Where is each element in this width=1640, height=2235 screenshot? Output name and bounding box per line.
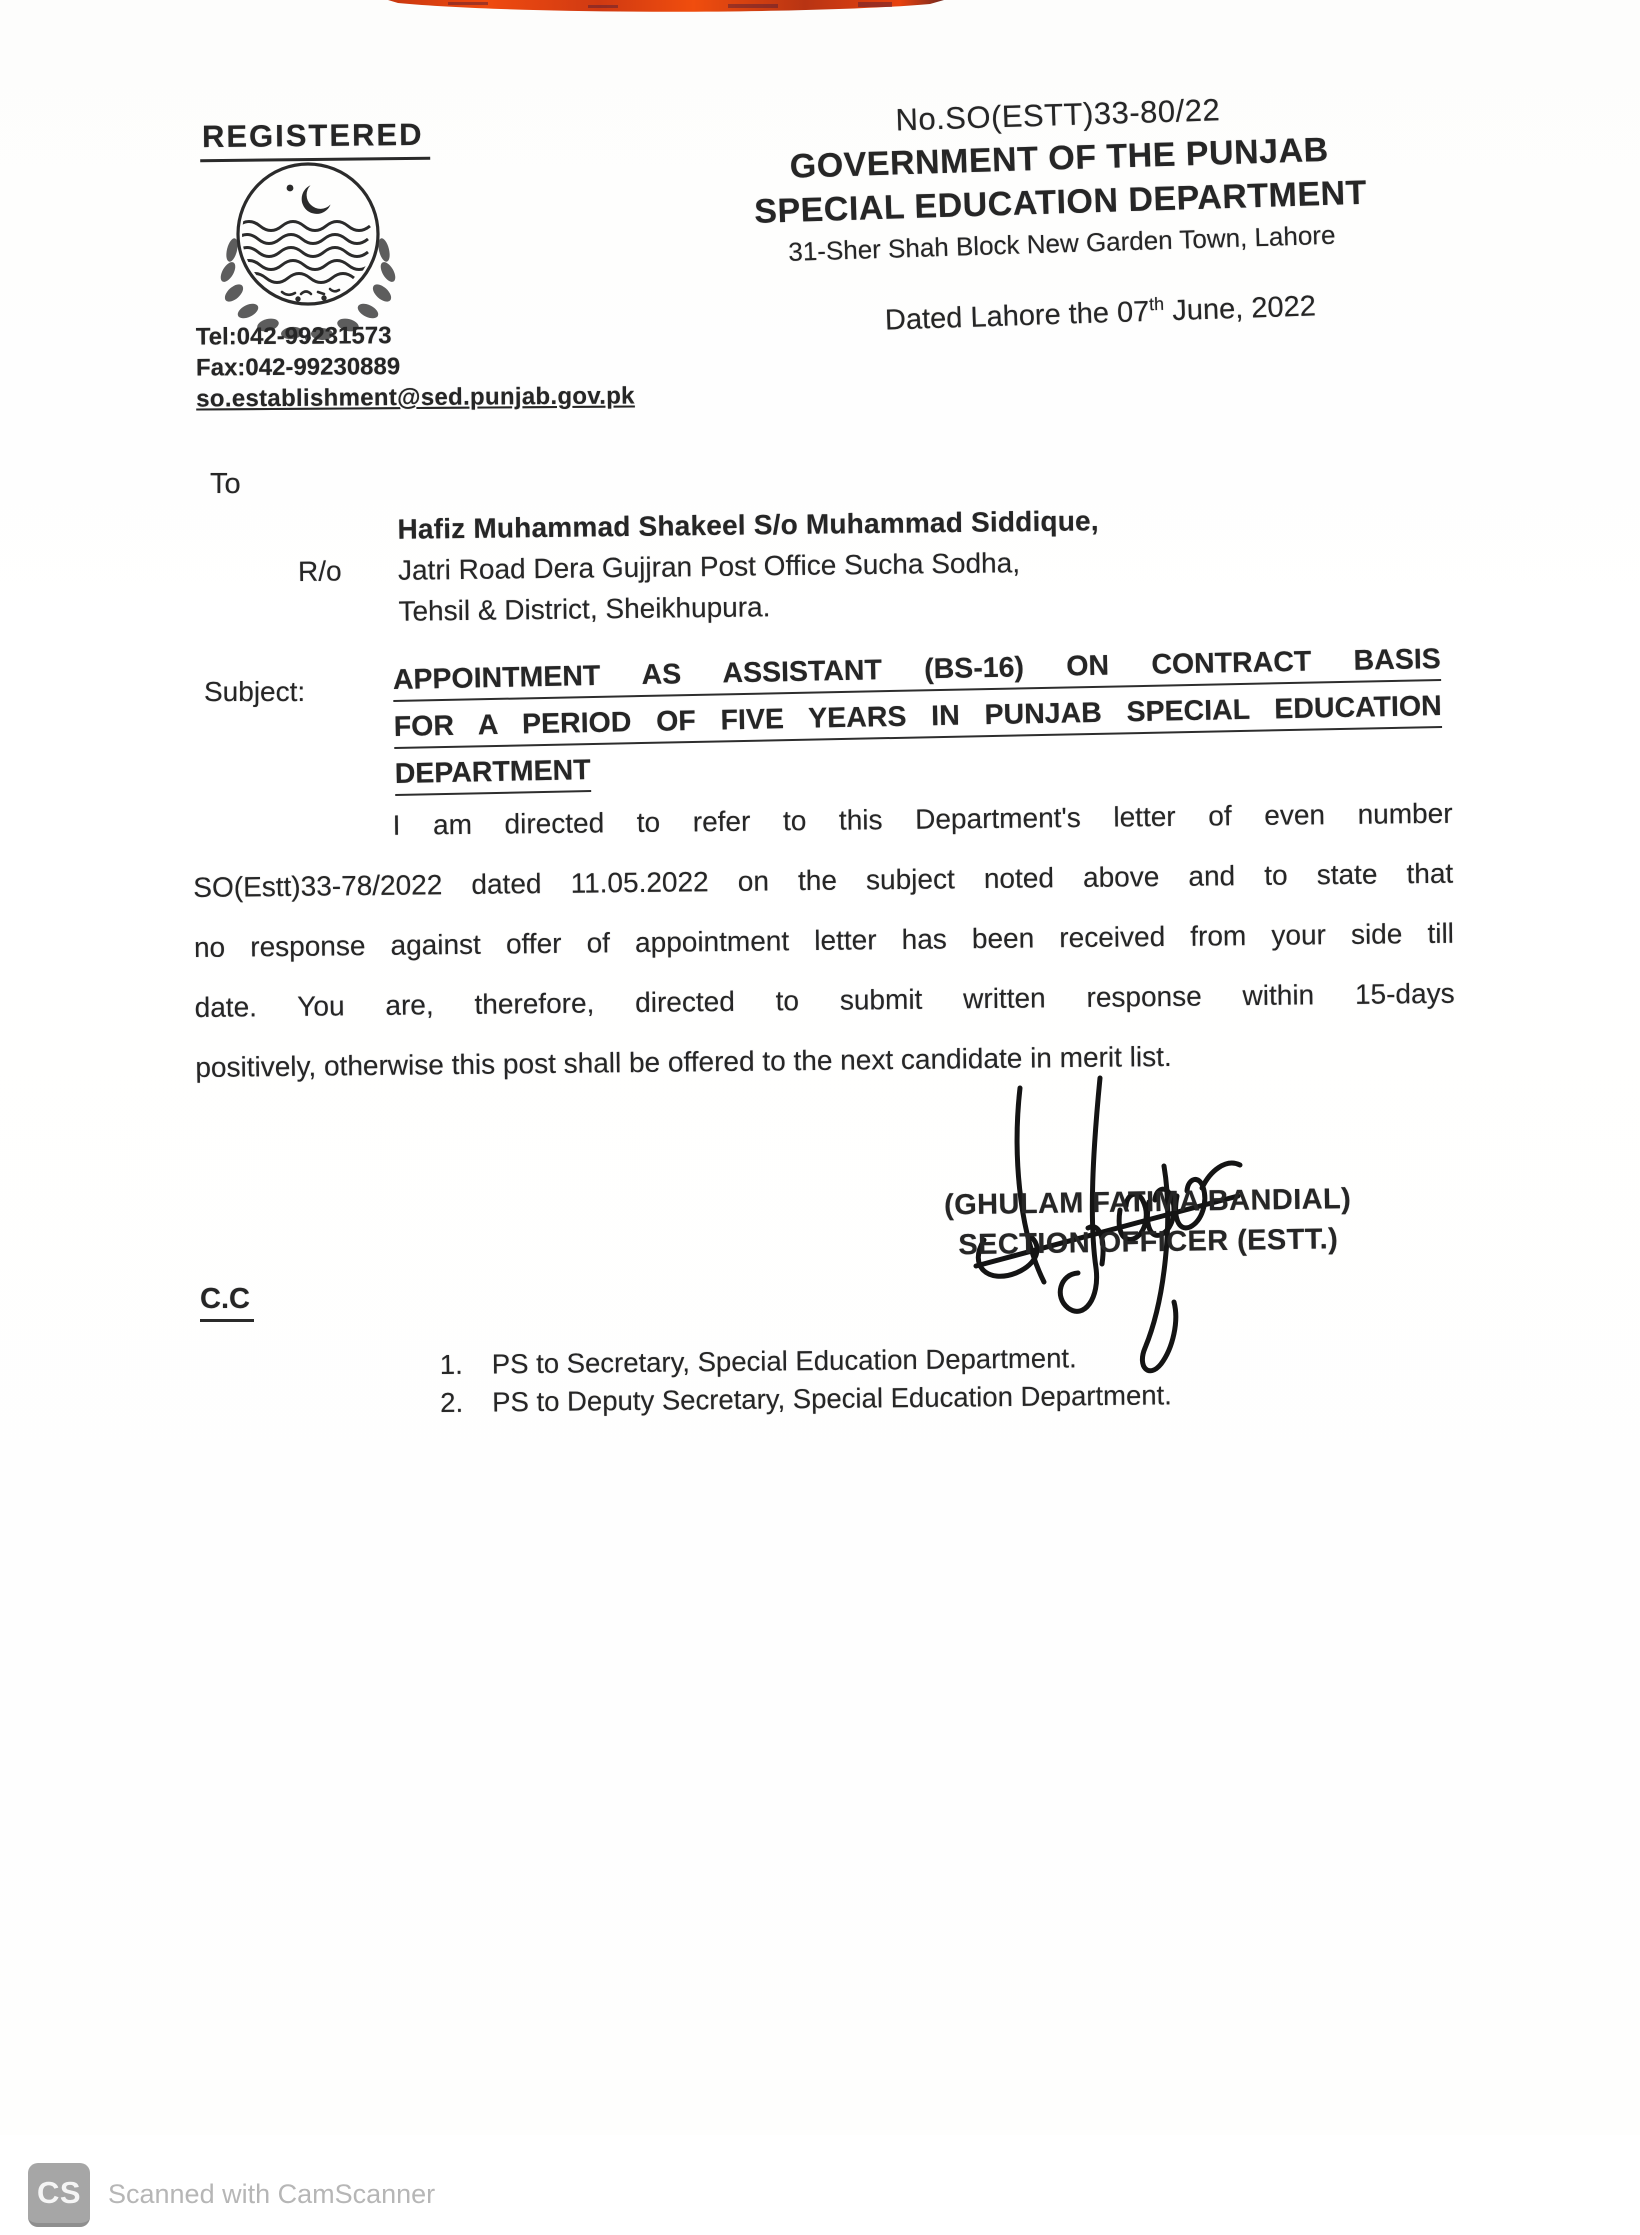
punjab-crest-icon: [198, 148, 418, 348]
date-suffix: June, 2022: [1163, 290, 1317, 328]
reference-number: No.SO(ESTT)33-80/22: [894, 92, 1221, 138]
body-paragraph: [192, 784, 1455, 1098]
body-line: I am directed to refer to this Department's letter of even number: [392, 797, 1453, 841]
contact-block: [196, 318, 635, 414]
body-line: date. You are, therefore, directed to submit written response within 15-days: [194, 977, 1455, 1023]
registered-label: REGISTERED: [200, 117, 430, 162]
signatory-block: [907, 1178, 1388, 1266]
recipient-block: [297, 499, 1198, 633]
camscanner-label: Scanned with CamScanner: [108, 2179, 436, 2209]
date-line: [884, 289, 1316, 338]
recipient-name: Hafiz Muhammad Shakeel S/o Muhammad Siddique,: [397, 505, 1099, 545]
contact-fax: Fax:042-99230889: [195, 353, 401, 382]
subject-block: [393, 643, 1444, 805]
date-ordinal: th: [1148, 293, 1165, 315]
signatory-name: (GHULAM FATIMA BANDIAL): [943, 1183, 1352, 1222]
subject-line: DEPARTMENT: [394, 737, 1443, 796]
signatory-title: SECTION OFFICER (ESTT.): [958, 1223, 1339, 1262]
cc-label: C.C: [200, 1283, 254, 1322]
contact-tel: Tel:042-99231573: [195, 322, 392, 351]
subject-label: Subject:: [204, 676, 306, 707]
contact-email: so.establishment@sed.punjab.gov.pk: [196, 382, 635, 413]
body-line: SO(Estt)33-78/2022 dated 11.05.2022 on the subject noted above and to state that: [193, 857, 1454, 904]
recipient-address-1: Jatri Road Dera Gujjran Post Office Sucha Sodha,: [397, 547, 1021, 586]
ro-label: R/o: [297, 555, 342, 587]
date-prefix: Dated Lahore the 07: [884, 295, 1150, 337]
department-title: SPECIAL EDUCATION DEPARTMENT: [753, 173, 1368, 231]
office-address: 31-Sher Shah Block New Garden Town, Lahore: [787, 219, 1336, 267]
letterhead: [717, 87, 1402, 270]
subject-line: FOR A PERIOD OF FIVE YEARS IN PUNJAB SPECIAL EDUCATION: [394, 690, 1443, 749]
government-title: GOVERNMENT OF THE PUNJAB: [789, 130, 1330, 186]
camscanner-icon: CS: [28, 2163, 90, 2227]
cc-list: [440, 1338, 1172, 1422]
cc-item: 1. PS to Secretary, Special Education Department.: [439, 1342, 1077, 1381]
cc-item: 2. PS to Deputy Secretary, Special Education Department.: [440, 1379, 1173, 1418]
recipient-address-2: Tehsil & District, Sheikhupura.: [398, 591, 771, 627]
subject-line: APPOINTMENT AS ASSISTANT (BS-16) ON CONTRACT BASIS: [393, 643, 1442, 702]
body-line: no response against offer of appointment letter has been received from your side till: [193, 917, 1455, 963]
scan-edge-red-strip: [388, 0, 944, 16]
to-label: To: [210, 468, 241, 500]
body-line: positively, otherwise this post shall be offered to the next candidate in merit list.: [195, 1040, 1172, 1083]
camscanner-footer: [0, 2135, 1640, 2235]
